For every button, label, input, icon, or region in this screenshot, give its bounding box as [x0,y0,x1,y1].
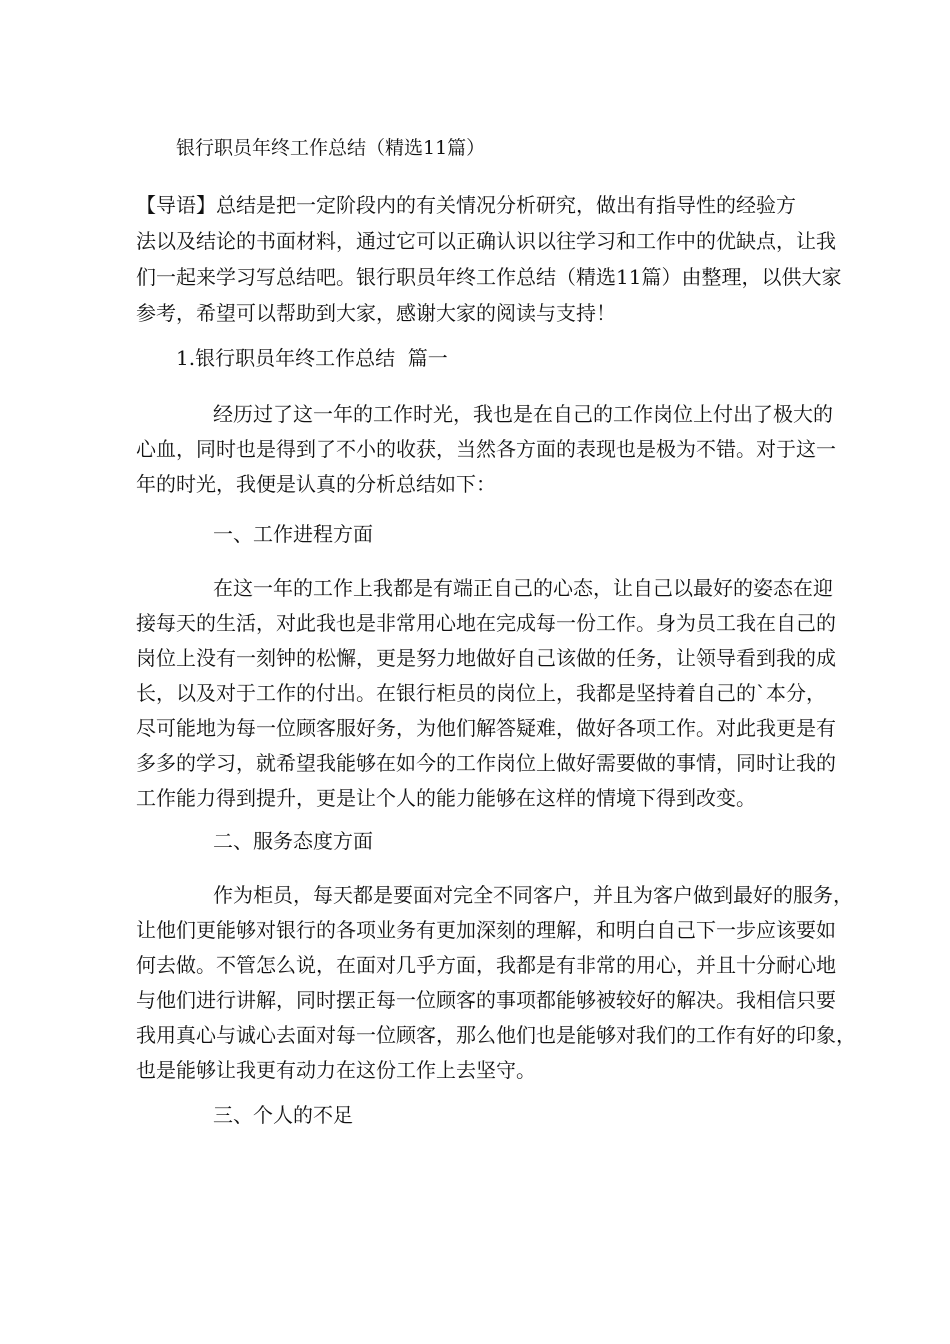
paragraph-line: 年的时光，我便是认真的分析总结如下： [136,472,496,496]
paragraph-line: 也是能够让我更有动力在这份工作上去坚守。 [136,1058,536,1082]
document-title: 银行职员年终工作总结（精选11篇） [176,137,486,159]
section-heading: 一、工作进程方面 [213,522,373,546]
paragraph-line: 我用真心与诚心去面对每一位顾客，那么他们也是能够对我们的工作有好的印象， [136,1023,856,1047]
section-heading: 三、个人的不足 [213,1103,353,1127]
intro-line: 法以及结论的书面材料，通过它可以正确认识以往学习和工作中的优缺点，让我 [136,229,836,253]
paragraph-line: 何去做。不管怎么说，在面对几乎方面，我都是有非常的用心，并且十分耐心地 [136,953,836,977]
paragraph-line: 在这一年的工作上我都是有端正自己的心态，让自己以最好的姿态在迎 [213,576,833,600]
paragraph-line: 岗位上没有一刻钟的松懈，更是努力地做好自己该做的任务，让领导看到我的成 [136,646,836,670]
paragraph-line: 工作能力得到提升，更是让个人的能力能够在这样的情境下得到改变。 [136,786,756,810]
paragraph-line: 接每天的生活，对此我也是非常用心地在完成每一份工作。身为员工我在自己的 [136,611,836,635]
paragraph-line: 长，以及对于工作的付出。在银行柜员的岗位上，我都是坚持着自己的`本分， [136,681,826,705]
intro-line: 参考，希望可以帮助到大家，感谢大家的阅读与支持！ [136,301,616,325]
paragraph-line: 与他们进行讲解，同时摆正每一位顾客的事项都能够被较好的解决。我相信只要 [136,988,836,1012]
paragraph-line: 作为柜员，每天都是要面对完全不同客户，并且为客户做到最好的服务， [213,883,853,907]
paragraph-line: 尽可能地为每一位顾客服好务，为他们解答疑难，做好各项工作。对此我更是有 [136,716,836,740]
paragraph-line: 多多的学习，就希望我能够在如今的工作岗位上做好需要做的事情，同时让我的 [136,751,836,775]
intro-line: 【导语】总结是把一定阶段内的有关情况分析研究，做出有指导性的经验方 [136,193,796,217]
intro-line: 们一起来学习写总结吧。银行职员年终工作总结（精选11篇）由整理，以供大家 [136,265,842,289]
section-heading: 二、服务态度方面 [213,829,373,853]
paragraph-line: 经历过了这一年的工作时光，我也是在自己的工作岗位上付出了极大的 [213,402,833,426]
paragraph-line: 让他们更能够对银行的各项业务有更加深刻的理解，和明白自己下一步应该要如 [136,918,836,942]
article-heading: 1.银行职员年终工作总结 篇一 [176,346,448,370]
paragraph-line: 心血，同时也是得到了不小的收获，当然各方面的表现也是极为不错。对于这一 [136,437,836,461]
